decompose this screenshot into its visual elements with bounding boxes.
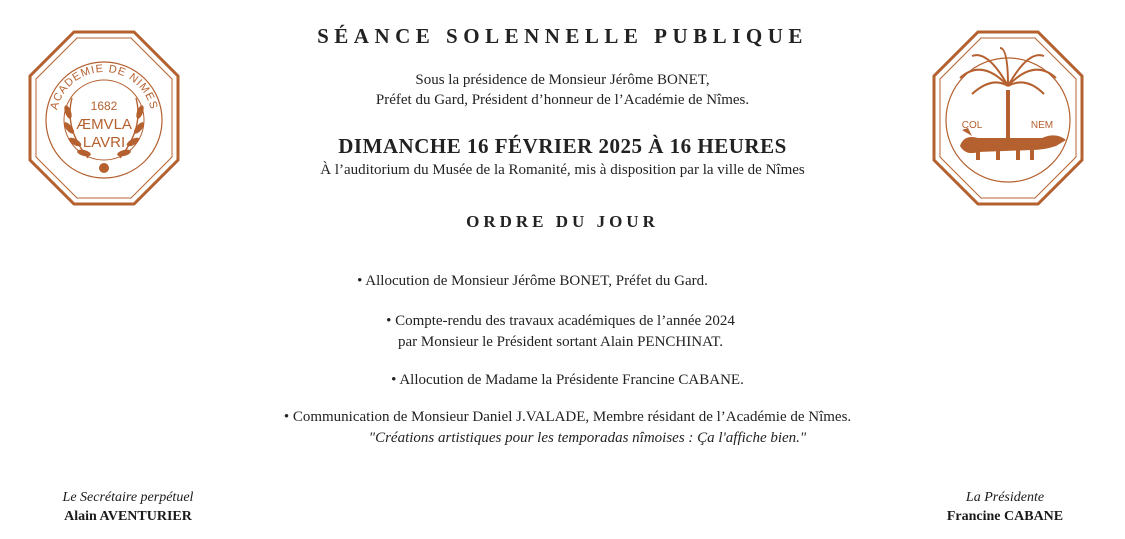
academie-seal-logo (28, 28, 180, 208)
nimes-crocodile-seal-logo (932, 28, 1084, 208)
agenda-item-line: • Communication de Monsieur Daniel J.VALADE, Membre résidant de l’Académie de Nîmes. (283, 409, 852, 425)
signature-role: La Présidente (965, 490, 1045, 505)
event-date: DIMANCHE 16 FÉVRIER 2025 À 16 HEURES (338, 134, 787, 158)
signature-secretary (38, 488, 218, 526)
page-title: SÉANCE SOLENNELLE PUBLIQUE (317, 24, 808, 48)
signature-name: Alain AVENTURIER (64, 509, 192, 524)
seal-ring-text: ACADEMIE DE NIMES (48, 62, 160, 112)
agenda-item-line: par Monsieur le Président sortant Alain PENCHINAT. (397, 334, 724, 350)
signature-president (920, 488, 1090, 526)
seal-year: 1682 (90, 99, 118, 113)
signature-name: Francine CABANE (946, 509, 1064, 524)
agenda-item (0, 271, 1095, 292)
agenda-item-line: • Allocution de Monsieur Jérôme BONET, Préfet du Gard. (357, 273, 708, 289)
agenda-heading: ORDRE DU JOUR (466, 212, 659, 231)
signature-role: Le Secrétaire perpétuel (62, 490, 194, 505)
presidence-line-1: Sous la présidence de Monsieur Jérôme BONET, (415, 72, 710, 88)
agenda-item (5, 407, 1125, 449)
communication-title-quote: "Créations artistiques pour les temporadas nîmoises : Ça l'affiche bien." (368, 430, 807, 446)
presidence-block (0, 70, 1125, 110)
agenda-item-line: • Allocution de Madame la Présidente Francine CABANE. (391, 372, 744, 388)
agenda-item (5, 370, 1125, 391)
seal-col-text: COL (961, 120, 983, 131)
seal-nem-text: NEM (1030, 120, 1054, 131)
presidence-line-2: Préfet du Gard, Président d’honneur de l’Académie de Nîmes. (375, 92, 750, 108)
seal-motto-line1: ÆMVLA (76, 116, 132, 133)
agenda-item (0, 311, 1123, 353)
agenda-item-line: • Compte-rendu des travaux académiques de l’année 2024 (386, 313, 735, 329)
seal-motto-line2: LAVRI (82, 134, 126, 151)
event-location: À l’auditorium du Musée de la Romanité, mis à disposition par la ville de Nîmes (320, 162, 805, 178)
